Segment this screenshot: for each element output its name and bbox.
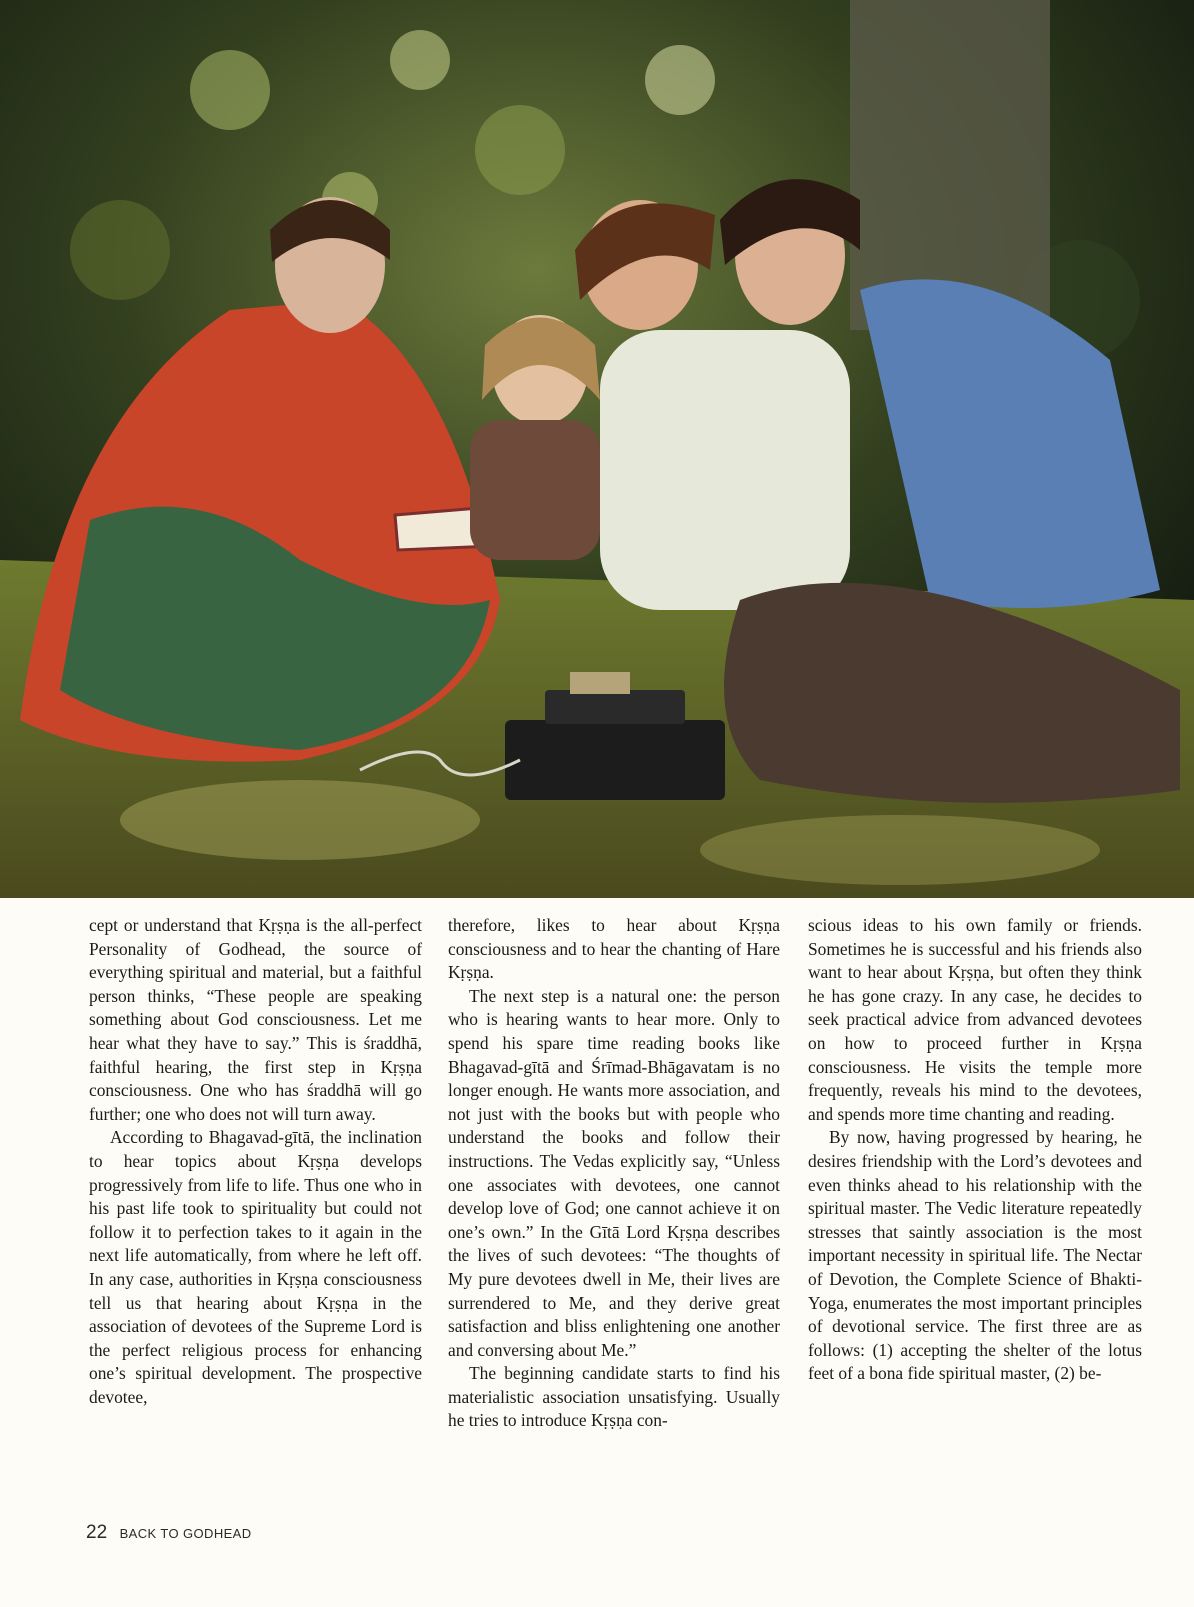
paragraph: By now, having progressed by hearing, he desires friendship with the Lord’s devotees and even thinks ahead to his relationship with the spiritual master. The Vedic literature repeatedly stresses that saintly association is the most important necessity in spiritual life. The Nectar of Devotion, the Complete Science of Bhakti-Yoga, enumerates the most important principles of devotional service. The first three are as follows: (1) accepting the shelter of the lotus feet of a bona fide spiritual master, (2) be- — [808, 1127, 1142, 1384]
paragraph: scious ideas to his own family or friends. Sometimes he is successful and his friends also want to hear about Kṛṣṇa, but often they think he has gone crazy. In any case, he decides to seek practical advice from advanced devotees on how to proceed further in Kṛṣṇa consciousness. He visits the temple more frequently, reveals his mind to the devotees, and spends more time chanting and reading. — [808, 915, 1142, 1124]
paragraph: therefore, likes to hear about Kṛṣṇa consciousness and to hear the chanting of Hare Kṛṣṇa. — [448, 915, 780, 983]
column-3 — [808, 914, 1142, 1386]
magazine-title: BACK TO GODHEAD — [119, 1526, 252, 1541]
article-columns — [0, 898, 1194, 1518]
page-footer — [86, 1522, 252, 1544]
paragraph: The beginning candidate starts to find his materialistic association unsatisfying. Usually he tries to introduce Kṛṣṇa con- — [448, 1363, 780, 1431]
page-number: 22 — [86, 1522, 108, 1543]
column-2 — [448, 914, 780, 1433]
paragraph: cept or understand that Kṛṣṇa is the all-perfect Personality of Godhead, the source of everything spiritual and material, but a faithful person thinks, “These people are speaking something about God consciousness. Let me hear what they have to say.” This is śraddhā, faithful hearing, the first step in Kṛṣṇa consciousness. One who has śraddhā will go further; one who does not will turn away. — [89, 915, 422, 1124]
column-1 — [89, 914, 422, 1409]
paragraph: According to Bhagavad-gītā, the inclination to hear topics about Kṛṣṇa develops progressively from life to life. Thus one who in his past life took to spirituality but could not follow it to perfection takes to it again in the next life automatically, from where he left off. In any case, authorities in Kṛṣṇa consciousness tell us that hearing about Kṛṣṇa in the association of devotees of the Supreme Lord is the perfect religious process for enhancing one’s spiritual development. The prospective devotee, — [89, 1127, 422, 1407]
paragraph: The next step is a natural one: the person who is hearing wants to hear more. Only to spend his spare time reading books like Bhagavad-gītā and Śrīmad-Bhāgavatam is no longer enough. He wants more association, and not just with the books but with people who understand the books and follow their instructions. The Vedas explicitly say, “Unless one associates with devotees, one cannot develop love of God; one cannot achieve it on one’s own.” In the Gītā Lord Kṛṣṇa describes the lives of such devotees: “The thoughts of My pure devotees dwell in Me, their lives are surrendered to Me, and they derive great satisfaction and bliss enlightening one another and conversing about Me.” — [448, 985, 780, 1360]
